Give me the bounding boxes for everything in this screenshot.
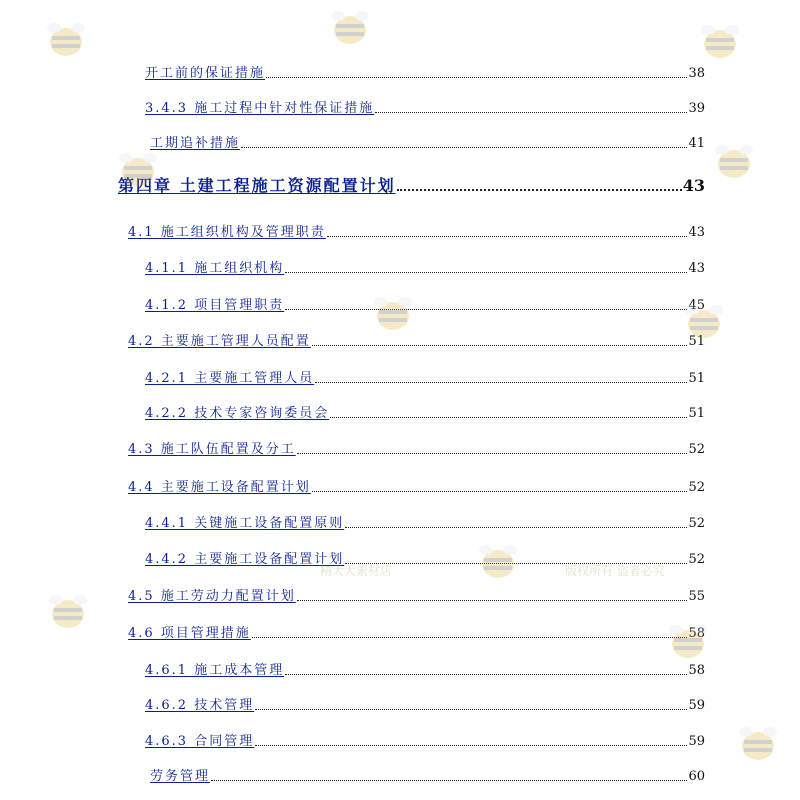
toc-entry-page: 38 bbox=[688, 66, 705, 81]
toc-entry[interactable] bbox=[128, 438, 705, 460]
toc-entry[interactable] bbox=[128, 476, 705, 498]
toc-entry-chapter[interactable] bbox=[118, 175, 705, 197]
toc-entry-title[interactable]: 4.2.2 技术专家咨询委员会 bbox=[145, 406, 330, 421]
toc-entry[interactable] bbox=[150, 765, 705, 787]
toc-entry-title[interactable]: 4.2.1 主要施工管理人员 bbox=[145, 371, 315, 386]
toc-entry-page: 43 bbox=[688, 225, 705, 240]
toc-entry-title[interactable]: 第四章 土建工程施工资源配置计划 bbox=[118, 176, 396, 195]
toc-entry-page: 58 bbox=[688, 626, 705, 641]
toc-entry-title[interactable]: 开工前的保证措施 bbox=[145, 66, 266, 81]
toc-entry-page: 58 bbox=[688, 663, 705, 678]
toc-leader bbox=[285, 272, 687, 273]
toc-entry-title[interactable]: 4.4 主要施工设备配置计划 bbox=[128, 480, 311, 495]
toc-entry-page: 43 bbox=[688, 261, 705, 276]
toc-entry-page: 41 bbox=[688, 136, 705, 151]
toc-leader bbox=[345, 527, 687, 528]
toc-entry-title[interactable]: 4.4.1 关键施工设备配置原则 bbox=[145, 516, 345, 531]
toc-entry[interactable] bbox=[145, 694, 705, 716]
toc-entry-title[interactable]: 4.6 项目管理措施 bbox=[128, 626, 251, 641]
toc-leader bbox=[297, 453, 688, 454]
toc-entry-title[interactable]: 4.2 主要施工管理人员配置 bbox=[128, 334, 311, 349]
toc-entry-page: 52 bbox=[688, 552, 705, 567]
toc-entry-title[interactable]: 4.3 施工队伍配置及分工 bbox=[128, 442, 296, 457]
toc-entry-title[interactable]: 3.4.3 施工过程中针对性保证措施 bbox=[145, 101, 375, 116]
toc-entry-title[interactable]: 4.1.2 项目管理职责 bbox=[145, 298, 285, 313]
toc-entry-title[interactable]: 4.1.1 施工组织机构 bbox=[145, 261, 285, 276]
toc-entry-page: 39 bbox=[688, 101, 705, 116]
toc-entry-title[interactable]: 劳务管理 bbox=[150, 769, 211, 784]
toc-entry-title[interactable]: 4.1 施工组织机构及管理职责 bbox=[128, 225, 326, 240]
toc-entry-page: 55 bbox=[688, 589, 705, 604]
toc-entry[interactable] bbox=[145, 367, 705, 389]
toc-leader bbox=[327, 236, 688, 237]
toc-entry-page: 43 bbox=[682, 176, 705, 195]
toc-entry[interactable] bbox=[128, 221, 705, 243]
toc-entry-title[interactable]: 4.5 施工劳动力配置计划 bbox=[128, 589, 296, 604]
toc-leader bbox=[285, 674, 687, 675]
toc-leader bbox=[297, 600, 688, 601]
toc-entry-page: 52 bbox=[688, 480, 705, 495]
watermark-text: 版权所有 盗者必究 bbox=[565, 564, 665, 578]
toc-entry-page: 51 bbox=[688, 371, 705, 386]
toc-entry[interactable] bbox=[145, 402, 705, 424]
toc-entry-page: 52 bbox=[688, 516, 705, 531]
toc-entry-page: 60 bbox=[688, 769, 705, 784]
toc-leader bbox=[255, 709, 687, 710]
toc-leader bbox=[312, 345, 688, 346]
toc-entry[interactable] bbox=[145, 62, 705, 84]
toc-leader bbox=[312, 491, 688, 492]
toc-leader bbox=[397, 189, 682, 191]
watermark-text: 精大大素材店 bbox=[320, 564, 393, 578]
toc-entry-title[interactable]: 4.6.1 施工成本管理 bbox=[145, 663, 285, 678]
toc-entry[interactable] bbox=[145, 294, 705, 316]
toc-entry-page: 59 bbox=[688, 698, 705, 713]
toc-entry[interactable] bbox=[145, 659, 705, 681]
toc-entry-page: 59 bbox=[688, 734, 705, 749]
toc-entry-page: 52 bbox=[688, 442, 705, 457]
toc-entry[interactable] bbox=[128, 622, 705, 644]
toc-entry[interactable] bbox=[150, 132, 705, 154]
toc-entry-page: 51 bbox=[688, 406, 705, 421]
toc-entry-title[interactable]: 4.4.2 主要施工设备配置计划 bbox=[145, 552, 345, 567]
toc-entry[interactable] bbox=[145, 512, 705, 534]
toc-leader bbox=[315, 382, 687, 383]
toc-leader bbox=[255, 745, 687, 746]
toc-entry[interactable] bbox=[128, 585, 705, 607]
toc-entry[interactable] bbox=[128, 330, 705, 352]
toc-entry-title[interactable]: 工期追补措施 bbox=[150, 136, 241, 151]
toc-entry-title[interactable]: 4.6.2 技术管理 bbox=[145, 698, 255, 713]
toc-leader bbox=[375, 112, 687, 113]
toc-entry[interactable] bbox=[145, 730, 705, 752]
toc-entry[interactable] bbox=[145, 257, 705, 279]
toc-leader bbox=[345, 563, 687, 564]
toc-entry-page: 45 bbox=[688, 298, 705, 313]
toc-leader bbox=[330, 417, 687, 418]
toc-leader bbox=[266, 77, 687, 78]
toc-entry[interactable] bbox=[145, 97, 705, 119]
toc-leader bbox=[285, 309, 687, 310]
toc-leader bbox=[252, 637, 688, 638]
toc-entry[interactable] bbox=[145, 548, 705, 570]
toc-entry-page: 51 bbox=[688, 334, 705, 349]
toc-leader bbox=[211, 780, 687, 781]
toc-entry-title[interactable]: 4.6.3 合同管理 bbox=[145, 734, 255, 749]
toc-leader bbox=[241, 147, 687, 148]
